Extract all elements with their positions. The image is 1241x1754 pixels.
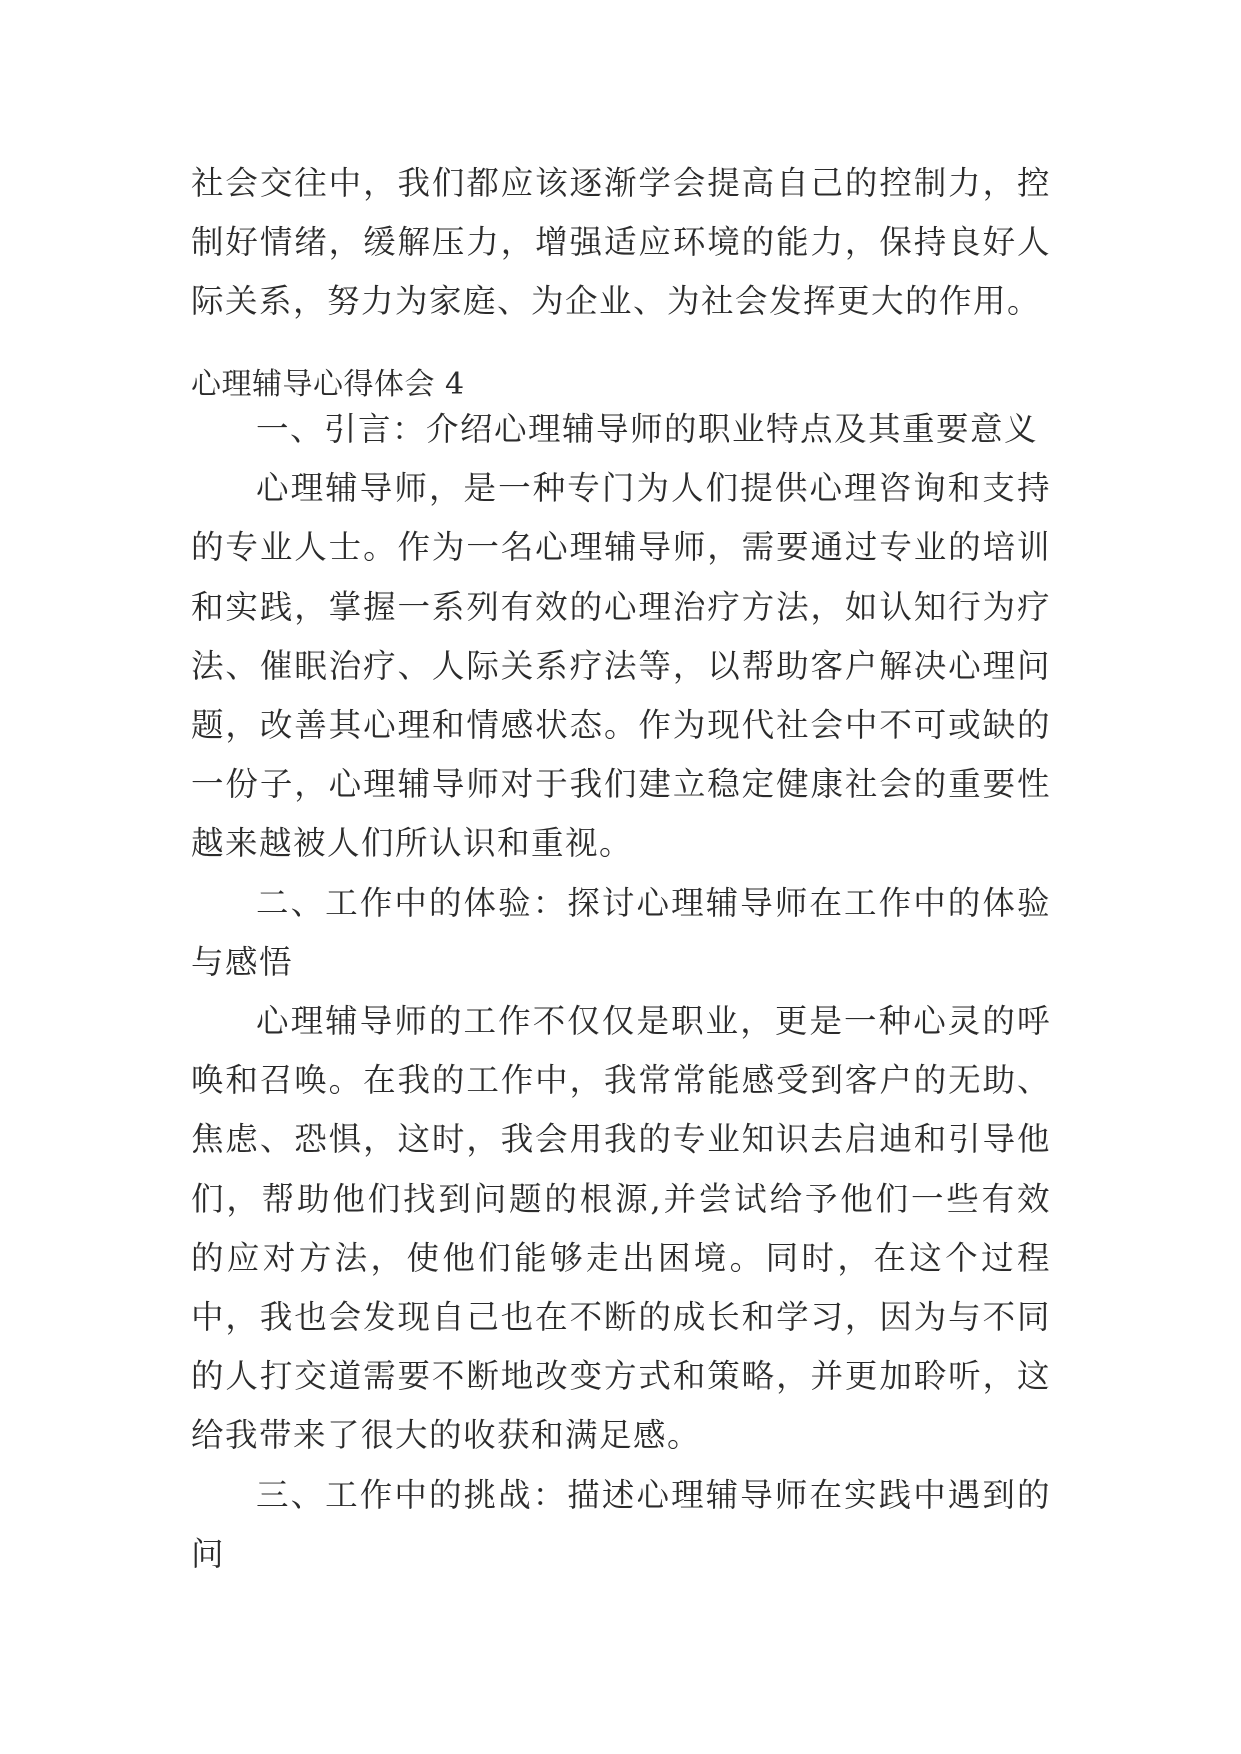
heading-challenges: 三、工作中的挑战：描述心理辅导师在实践中遇到的问 <box>191 1475 1051 1573</box>
top-paragraph: 社会交往中，我们都应该逐渐学会提高自己的控制力，控制好情绪，缓解压力，增强适应环境的能力，保持良好人际关系，努力为家庭、为企业、为社会发挥更大的作用。 <box>191 164 1051 321</box>
top-paragraph-block <box>191 154 1051 332</box>
section-title: 心理辅导心得体会 4 <box>191 367 465 402</box>
body-text <box>191 400 1051 1584</box>
heading-experience: 二、工作中的体验：探讨心理辅导师在工作中的体验与感悟 <box>191 883 1051 981</box>
paragraph-experience: 心理辅导师的工作不仅仅是职业，更是一种心灵的呼唤和召唤。在我的工作中，我常常能感受到客户的无助、焦虑、恐惧，这时，我会用我的专业知识去启迪和引导他们，帮助他们找到问题的根源,并尝试给予他们一些有效的应对方法，使他们能够走出困境。同时，在这个过程中，我也会发现自己也在不断的成长和学习，因为与不同的人打交道需要不断地改变方式和策略，并更加聆听，这给我带来了很大的收获和满足感。 <box>191 1002 1051 1455</box>
heading-introduction: 一、引言：介绍心理辅导师的职业特点及其重要意义 <box>256 410 1039 448</box>
paragraph-introduction: 心理辅导师，是一种专门为人们提供心理咨询和支持的专业人士。作为一名心理辅导师，需要通过专业的培训和实践，掌握一系列有效的心理治疗方法，如认知行为疗法、催眠治疗、人际关系疗法等，以帮助客户解决心理问题，改善其心理和情感状态。作为现代社会中不可或缺的一份子，心理辅导师对于我们建立稳定健康社会的重要性越来越被人们所认识和重视。 <box>191 469 1051 863</box>
